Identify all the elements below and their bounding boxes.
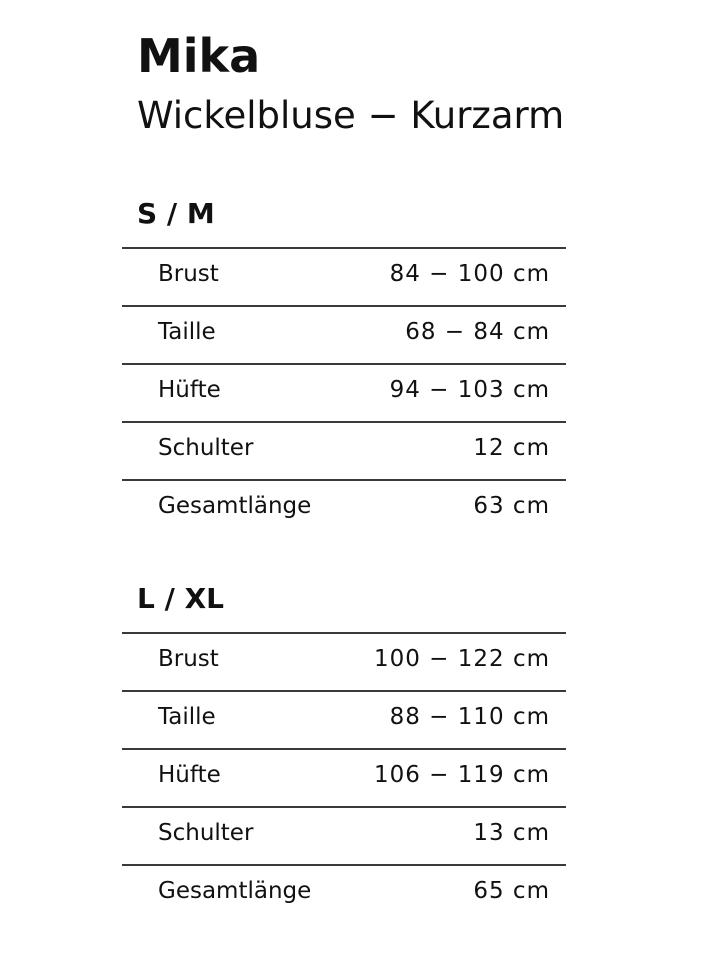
measurement-label: Hüfte: [158, 377, 221, 403]
measurement-label: Taille: [158, 704, 216, 730]
measurement-label: Schulter: [158, 820, 254, 846]
measurement-label: Brust: [158, 646, 219, 672]
measurement-label: Schulter: [158, 435, 254, 461]
measurement-label: Gesamtlänge: [158, 493, 312, 519]
table-row: [122, 632, 566, 690]
measurement-table: [122, 632, 566, 922]
size-heading: L / XL: [137, 582, 224, 615]
product-title: Mika: [137, 29, 261, 83]
measurement-value: 13 cm: [473, 820, 550, 846]
measurement-label: Taille: [158, 319, 216, 345]
measurement-label: Hüfte: [158, 762, 221, 788]
measurement-value: 63 cm: [473, 493, 550, 519]
table-row: [122, 247, 566, 305]
table-row: [122, 479, 566, 537]
measurement-label: Brust: [158, 261, 219, 287]
size-heading: S / M: [137, 197, 215, 230]
table-row: [122, 421, 566, 479]
measurement-value: 88 − 110 cm: [389, 704, 550, 730]
table-row: [122, 363, 566, 421]
measurement-value: 68 − 84 cm: [405, 319, 550, 345]
measurement-label: Gesamtlänge: [158, 878, 312, 904]
product-subtitle: Wickelbluse − Kurzarm: [137, 94, 565, 137]
table-row: [122, 864, 566, 922]
measurement-value: 84 − 100 cm: [389, 261, 550, 287]
table-row: [122, 305, 566, 363]
measurement-table: [122, 247, 566, 537]
table-row: [122, 748, 566, 806]
table-row: [122, 806, 566, 864]
measurement-value: 106 − 119 cm: [373, 762, 550, 788]
measurement-value: 100 − 122 cm: [373, 646, 550, 672]
measurement-value: 65 cm: [473, 878, 550, 904]
measurement-value: 12 cm: [473, 435, 550, 461]
table-row: [122, 690, 566, 748]
measurement-value: 94 − 103 cm: [389, 377, 550, 403]
